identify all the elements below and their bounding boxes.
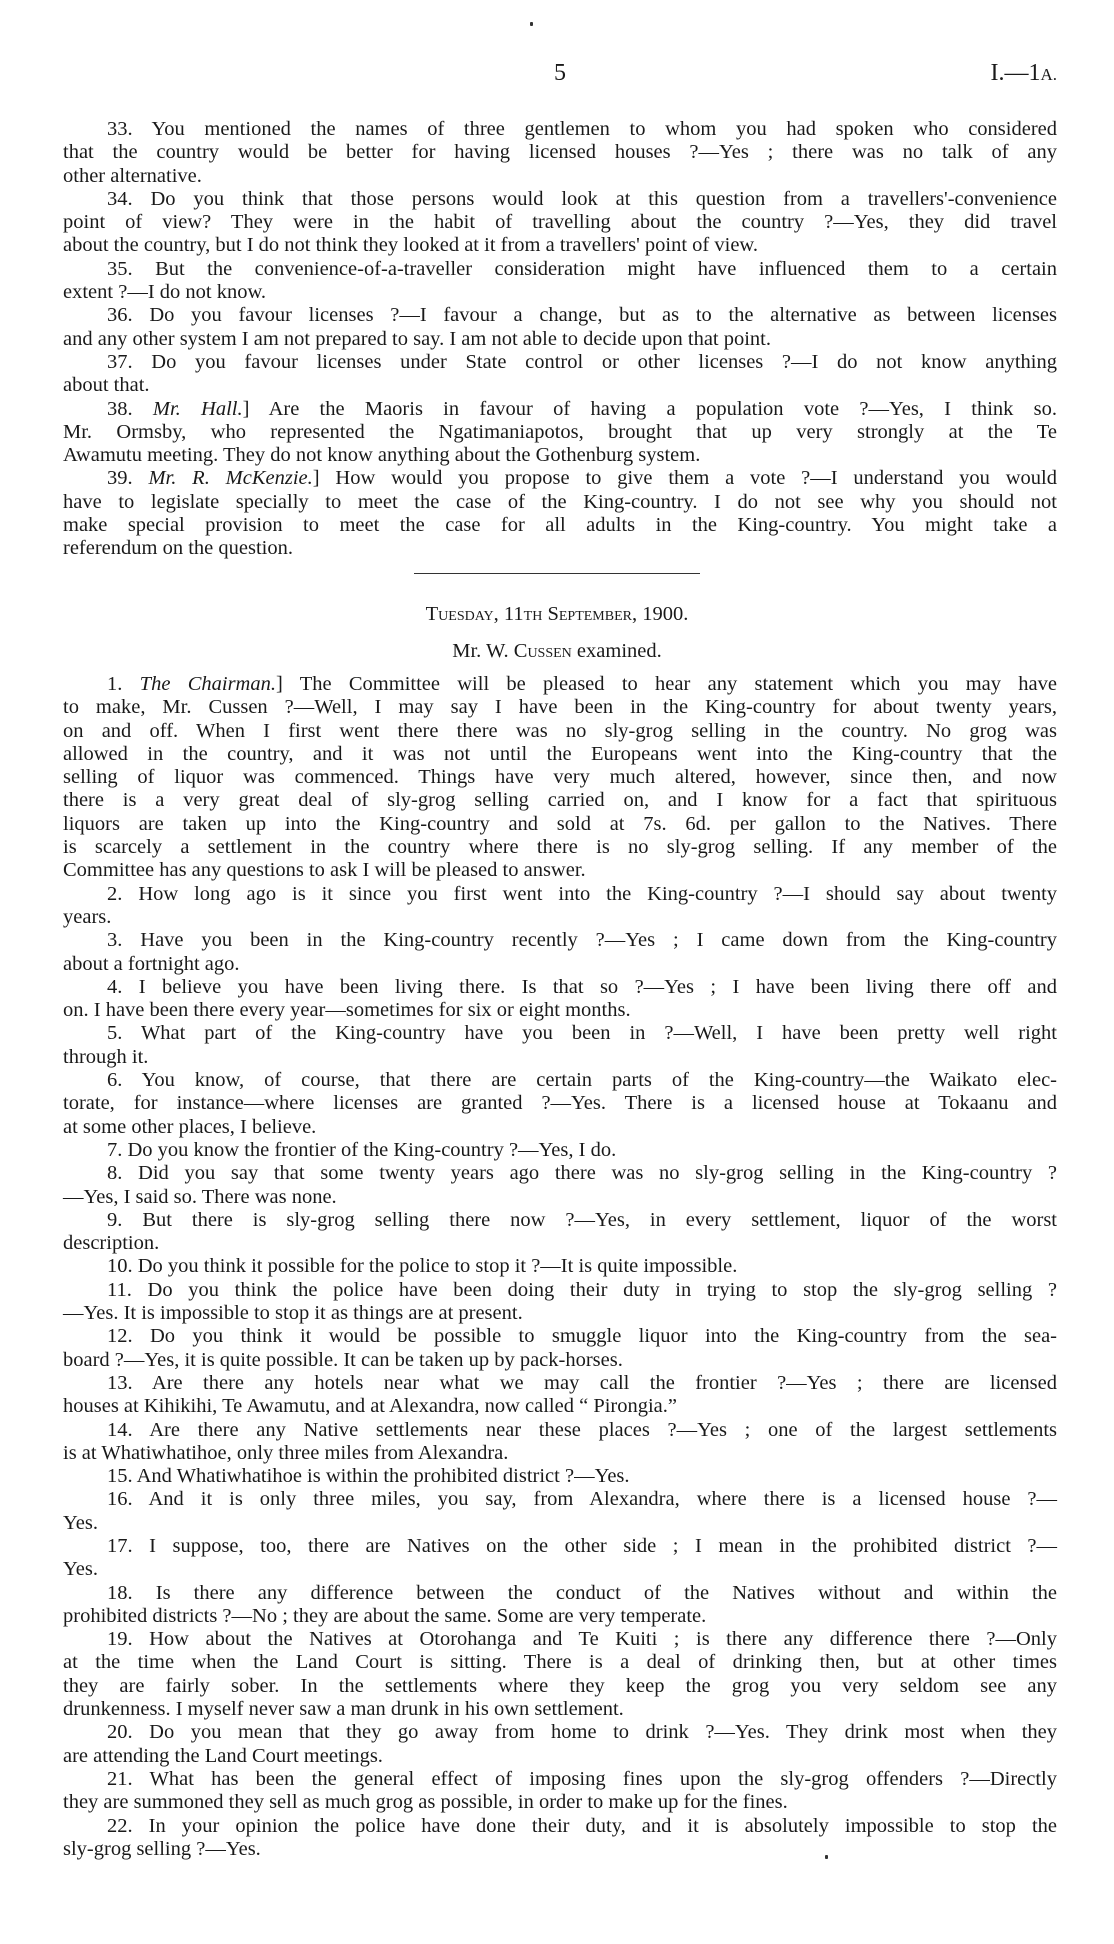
date-heading: Tuesday, 11th September, 1900. xyxy=(425,603,689,625)
line-text: years. xyxy=(63,905,112,928)
document-code xyxy=(990,60,1057,87)
line-text: board ?—Yes, it is quite possible. It can be taken up by pack-horses. xyxy=(63,1348,623,1371)
text-line xyxy=(63,1535,1057,1558)
text-line xyxy=(63,1232,1057,1255)
question-33 xyxy=(63,118,1057,188)
line-text: Yes. xyxy=(63,1511,98,1534)
line-text: But the convenience-of-a-traveller consideration might have influenced them to a certain xyxy=(155,257,1057,280)
question-number: 36. xyxy=(107,304,133,327)
question-number: 34. xyxy=(107,187,133,210)
text-line xyxy=(63,188,1057,211)
speaker-name: The Chairman. xyxy=(139,673,276,695)
line-text: point of view? They were in the habit of travelling about the country ?—Yes, they did travel xyxy=(63,211,1057,234)
text-line xyxy=(63,304,1057,327)
text-line xyxy=(63,1372,1057,1395)
line-text: I believe you have been living there. Is that so ?—Yes ; I have been living there off and xyxy=(138,975,1058,998)
line-text: Do you favour licenses under State control or other licenses ?—I do not know anything xyxy=(151,350,1057,373)
question-number: 4. xyxy=(107,975,123,998)
question-18 xyxy=(63,1582,1057,1629)
text-line xyxy=(63,1815,1057,1838)
line-text: on and off. When I first went there there was no sly-grog selling in the country. No grog was xyxy=(63,719,1057,742)
question-9 xyxy=(63,1209,1057,1256)
text-line xyxy=(63,1582,1057,1605)
question-34 xyxy=(63,188,1057,258)
text-line xyxy=(63,906,1057,929)
text-line xyxy=(63,1745,1057,1768)
line-text: to make, Mr. Cussen ?—Well, I may say I have been in the King-country for about twenty years, xyxy=(63,696,1057,719)
text-line xyxy=(63,1675,1057,1698)
text-line xyxy=(63,1721,1057,1744)
line-text: torate, for instance—where licenses are granted ?—Yes. There is a licensed house at Tokaanu and xyxy=(63,1092,1057,1115)
question-number: 17. xyxy=(107,1534,133,1557)
text-line xyxy=(63,1605,1057,1628)
question-22 xyxy=(63,1815,1057,1862)
line-text: allowed in the country, and it was not until the Europeans went into the King-country that the xyxy=(63,742,1057,765)
text-line xyxy=(63,720,1057,743)
line-text: on. I have been there every year—sometimes for six or eight months. xyxy=(63,999,631,1022)
text-line xyxy=(63,743,1057,766)
line-text: You know, of course, that there are certain parts of the King-country—the Waikato elec- xyxy=(141,1069,1057,1092)
text-line xyxy=(63,537,1057,560)
text-line xyxy=(63,1069,1057,1092)
line-text: at the time when the Land Court is sitting. There is a deal of drinking then, but at other times xyxy=(63,1651,1057,1674)
line-text: But there is sly-grog selling there now ?—Yes, in every settlement, liquor of the worst xyxy=(142,1208,1057,1231)
question-6 xyxy=(63,1069,1057,1139)
line-text: they are fairly sober. In the settlements where they keep the grog you very seldom see any xyxy=(63,1674,1057,1697)
line-text: Did you say that some twenty years ago there was no sly-grog selling in the King-country ? xyxy=(138,1162,1057,1185)
line-text: make special provision to meet the case for all adults in the King-country. You might take a xyxy=(63,514,1057,537)
question-35 xyxy=(63,258,1057,305)
line-text: —Yes. It is impossible to stop it as things are at present. xyxy=(63,1302,523,1325)
page-number: 5 xyxy=(554,60,566,86)
question-number: 11. xyxy=(107,1278,132,1301)
text-line xyxy=(63,328,1057,351)
line-text: Do you think it would be possible to smuggle liquor into the King-country from the sea- xyxy=(149,1325,1058,1348)
text-line xyxy=(63,1162,1057,1185)
text-line xyxy=(63,883,1057,906)
text-line xyxy=(63,1092,1057,1115)
text-line xyxy=(63,1139,1057,1162)
question-17 xyxy=(63,1535,1057,1582)
question-number: 39. xyxy=(107,467,133,490)
line-text: is scarcely a settlement in the country where there is no sly-grog selling. If any member of the xyxy=(63,836,1057,859)
line-text: Do you think it possible for the police to stop it ?—It is quite impossible. xyxy=(137,1255,738,1278)
text-line xyxy=(63,491,1057,514)
text-line xyxy=(63,281,1057,304)
text-line xyxy=(63,1768,1057,1791)
evidence-section-previous-witness xyxy=(63,118,1057,561)
line-text: Are there any hotels near what we may call the frontier ?—Yes ; there are licensed xyxy=(151,1371,1057,1394)
text-line xyxy=(63,1791,1057,1814)
line-text: are attending the Land Court meetings. xyxy=(63,1744,383,1767)
line-text: Do you think the police have been doing their duty in trying to stop the sly-grog selling ? xyxy=(147,1278,1057,1301)
line-text: is at Whatiwhatihoe, only three miles from Alexandra. xyxy=(63,1441,509,1464)
text-line xyxy=(63,976,1057,999)
line-text: about a fortnight ago. xyxy=(63,952,240,975)
question-number: 35. xyxy=(107,257,133,280)
line-text: about the country, but I do not think they looked at it from a travellers' point of view. xyxy=(63,234,759,257)
text-line xyxy=(63,789,1057,812)
question-number: 19. xyxy=(107,1628,133,1651)
question-11 xyxy=(63,1279,1057,1326)
text-line xyxy=(63,514,1057,537)
question-number: 3. xyxy=(107,929,123,952)
question-14 xyxy=(63,1419,1057,1466)
question-15 xyxy=(63,1465,1057,1488)
text-line xyxy=(63,211,1057,234)
section-divider xyxy=(414,573,700,574)
text-line xyxy=(63,1395,1057,1418)
question-number: 38. xyxy=(107,397,133,420)
text-line xyxy=(63,1628,1057,1651)
text-line xyxy=(63,118,1057,141)
text-line xyxy=(63,1651,1057,1674)
line-text: ] Are the Maoris in favour of having a population vote ?—Yes, I think so. xyxy=(242,397,1057,420)
question-number: 1. xyxy=(107,673,123,695)
question-number: 20. xyxy=(107,1721,133,1744)
line-text: What part of the King-country have you been in ?—Well, I have been pretty well right xyxy=(140,1022,1057,1045)
line-text: selling of liquor was commenced. Things have very much altered, however, since then, and now xyxy=(63,766,1057,789)
question-number: 13. xyxy=(107,1371,133,1394)
question-number: 18. xyxy=(107,1581,133,1604)
text-line xyxy=(63,1465,1057,1488)
text-line xyxy=(63,1558,1057,1581)
line-text: ] The Committee will be pleased to hear any statement which you may have xyxy=(275,673,1058,695)
question-number: 5. xyxy=(107,1022,123,1045)
line-text: Yes. xyxy=(63,1558,98,1581)
text-line xyxy=(63,1419,1057,1442)
witness-prefix: Mr. W. xyxy=(452,640,509,662)
line-text: Mr. Ormsby, who represented the Ngatimaniapotos, brought that up very strongly at the Te xyxy=(63,420,1057,443)
text-line xyxy=(63,1698,1057,1721)
line-text: have to legislate specially to meet the case of the King-country. I do not see why you should not xyxy=(63,490,1057,513)
line-text: How about the Natives at Otorohanga and Te Kuiti ; is there any difference there ?—Only xyxy=(149,1628,1057,1651)
text-line xyxy=(63,351,1057,374)
line-text: Committee has any questions to ask I will be pleased to answer. xyxy=(63,859,586,882)
text-line xyxy=(63,953,1057,976)
question-number: 9. xyxy=(107,1208,123,1231)
question-37 xyxy=(63,351,1057,398)
line-text: Do you favour licenses ?—I favour a change, but as to the alternative as between licenses xyxy=(149,304,1057,327)
line-text: liquors are taken up into the King-country and sold at 7s. 6d. per gallon to the Natives. There xyxy=(63,812,1057,835)
line-text: and any other system I am not prepared to say. I am not able to decide upon that point. xyxy=(63,327,772,350)
line-text: extent ?—I do not know. xyxy=(63,281,267,304)
text-line xyxy=(63,421,1057,444)
question-10 xyxy=(63,1255,1057,1278)
line-text: through it. xyxy=(63,1045,149,1068)
question-2 xyxy=(63,883,1057,930)
question-number: 6. xyxy=(107,1069,123,1092)
text-line xyxy=(63,1488,1057,1511)
line-text: And it is only three miles, you say, from Alexandra, where there is a licensed house ?— xyxy=(148,1488,1057,1511)
question-38 xyxy=(63,398,1057,468)
text-line xyxy=(63,234,1057,257)
text-line xyxy=(63,1838,1057,1861)
question-12 xyxy=(63,1325,1057,1372)
line-text: And Whatiwhatihoe is within the prohibited district ?—Yes. xyxy=(136,1465,630,1488)
text-line xyxy=(63,673,1057,696)
question-21 xyxy=(63,1768,1057,1815)
text-line xyxy=(63,813,1057,836)
text-line xyxy=(63,398,1057,421)
document-code-suffix: A. xyxy=(1040,65,1057,84)
text-line xyxy=(63,165,1057,188)
question-number: 16. xyxy=(107,1488,133,1511)
line-text: Are there any Native settlements near these places ?—Yes ; one of the largest settlements xyxy=(149,1418,1057,1441)
line-text: Do you mean that they go away from home to drink ?—Yes. They drink most when they xyxy=(149,1721,1057,1744)
line-text: description. xyxy=(63,1232,160,1255)
question-number: 8. xyxy=(107,1162,123,1185)
line-text: at some other places, I believe. xyxy=(63,1115,317,1138)
print-speck xyxy=(530,22,533,26)
line-text: houses at Kihikihi, Te Awamutu, and at Alexandra, now called “ Pirongia.” xyxy=(63,1395,678,1418)
question-number: 7. xyxy=(107,1138,123,1161)
witness-heading xyxy=(0,640,1114,663)
question-20 xyxy=(63,1721,1057,1768)
text-line xyxy=(63,444,1057,467)
witness-suffix: examined. xyxy=(576,640,662,662)
question-number: 14. xyxy=(107,1418,133,1441)
text-line xyxy=(63,766,1057,789)
text-line xyxy=(63,1022,1057,1045)
line-text: other alternative. xyxy=(63,164,202,187)
text-line xyxy=(63,836,1057,859)
question-19 xyxy=(63,1628,1057,1721)
text-line xyxy=(63,141,1057,164)
text-line xyxy=(63,467,1057,490)
line-text: Awamutu meeting. They do not know anything about the Gothenburg system. xyxy=(63,444,701,467)
text-line xyxy=(63,999,1057,1022)
evidence-section-cussen xyxy=(63,673,1057,1861)
question-number: 10. xyxy=(107,1255,133,1278)
line-text: In your opinion the police have done their duty, and it is absolutely impossible to stop the xyxy=(148,1814,1057,1837)
question-number: 22. xyxy=(107,1814,133,1837)
question-8 xyxy=(63,1162,1057,1209)
text-line xyxy=(63,1349,1057,1372)
line-text: I suppose, too, there are Natives on the other side ; I mean in the prohibited district ?— xyxy=(149,1534,1058,1557)
text-line xyxy=(63,258,1057,281)
line-text: What has been the general effect of imposing fines upon the sly-grog offenders ?—Directly xyxy=(149,1767,1057,1790)
text-line xyxy=(63,1512,1057,1535)
question-39 xyxy=(63,467,1057,560)
question-13 xyxy=(63,1372,1057,1419)
line-text: sly-grog selling ?—Yes. xyxy=(63,1837,261,1860)
line-text: they are summoned they sell as much grog as possible, in order to make up for the fines. xyxy=(63,1791,788,1814)
text-line xyxy=(63,1325,1057,1348)
speaker-name: Mr. R. McKenzie. xyxy=(148,467,313,490)
question-number: 21. xyxy=(107,1767,133,1790)
question-number: 33. xyxy=(107,118,133,140)
line-text: Is there any difference between the conduct of the Natives without and within the xyxy=(155,1581,1057,1604)
question-number: 2. xyxy=(107,882,123,905)
text-line xyxy=(63,859,1057,882)
question-3 xyxy=(63,929,1057,976)
question-16 xyxy=(63,1488,1057,1535)
text-line xyxy=(63,1116,1057,1139)
line-text: referendum on the question. xyxy=(63,537,293,560)
question-36 xyxy=(63,304,1057,351)
question-number: 15. xyxy=(107,1465,133,1488)
text-line xyxy=(63,1186,1057,1209)
print-speck xyxy=(825,1855,828,1859)
question-1 xyxy=(63,673,1057,883)
text-line xyxy=(63,374,1057,397)
text-line xyxy=(63,1046,1057,1069)
line-text: there is a very great deal of sly-grog selling carried on, and I know for a fact that spirituous xyxy=(63,789,1057,812)
line-text: Have you been in the King-country recently ?—Yes ; I came down from the King-country xyxy=(140,929,1058,952)
line-text: that the country would be better for having licensed houses ?—Yes ; there was no talk of any xyxy=(63,141,1057,164)
line-text: How long ago is it since you first went into the King-country ?—I should say about twenty xyxy=(138,882,1058,905)
question-5 xyxy=(63,1022,1057,1069)
line-text: —Yes, I said so. There was none. xyxy=(63,1185,337,1208)
line-text: Do you know the frontier of the King-country ?—Yes, I do. xyxy=(127,1138,617,1161)
question-4 xyxy=(63,976,1057,1023)
line-text: about that. xyxy=(63,374,150,397)
question-number: 12. xyxy=(107,1325,133,1348)
text-line xyxy=(63,1442,1057,1465)
question-7 xyxy=(63,1139,1057,1162)
question-number: 37. xyxy=(107,350,133,373)
text-line xyxy=(63,1279,1057,1302)
text-line xyxy=(63,696,1057,719)
line-text: Do you think that those persons would look at this question from a travellers'-convenience xyxy=(150,187,1057,210)
line-text: ] How would you propose to give them a vote ?—I understand you would xyxy=(312,467,1057,490)
line-text: You mentioned the names of three gentlemen to whom you had spoken who considered xyxy=(151,118,1057,140)
speaker-name: Mr. Hall. xyxy=(152,397,243,420)
witness-name: Cussen xyxy=(513,640,572,662)
text-line xyxy=(63,1209,1057,1232)
text-line xyxy=(63,929,1057,952)
text-line xyxy=(63,1302,1057,1325)
line-text: drunkenness. I myself never saw a man drunk in his own settlement. xyxy=(63,1698,624,1721)
text-line xyxy=(63,1255,1057,1278)
document-code-main: I.—1 xyxy=(990,60,1041,86)
line-text: prohibited districts ?—No ; they are about the same. Some are very temperate. xyxy=(63,1604,707,1627)
